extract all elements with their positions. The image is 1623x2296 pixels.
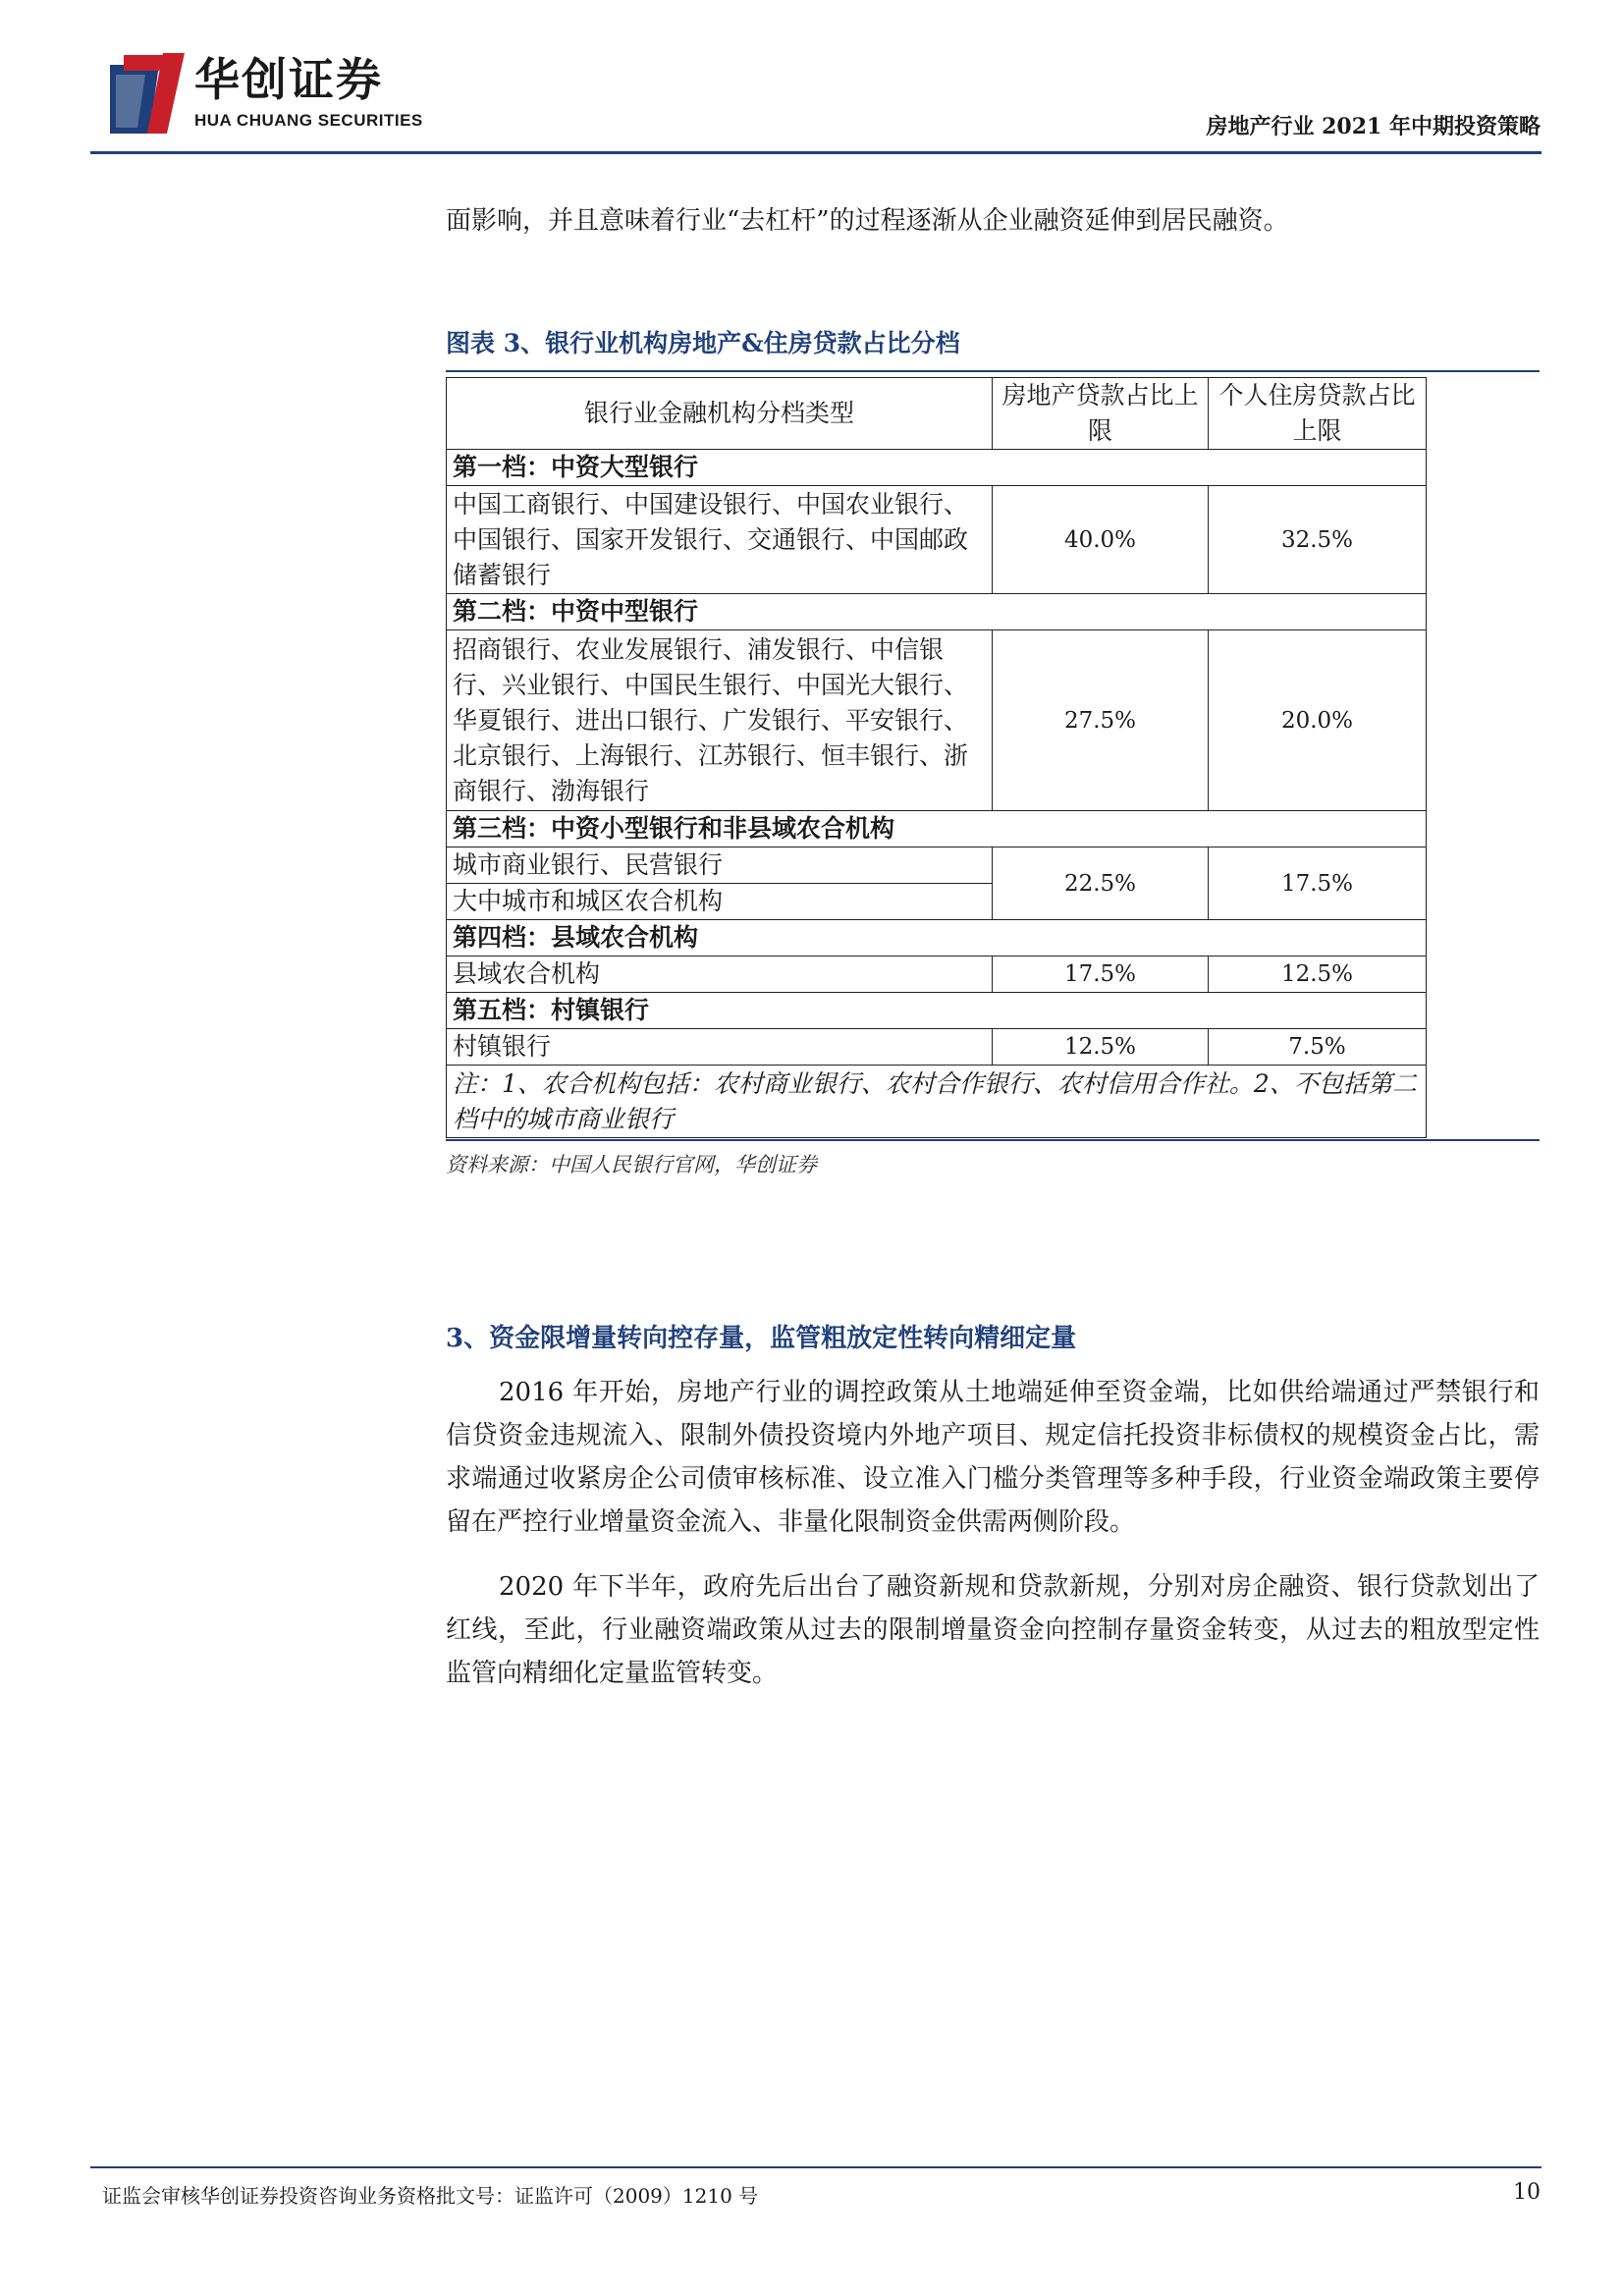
figure-title: 图表 3、银行业机构房地产&住房贷款占比分档 [446,329,960,357]
table-row [447,486,1427,594]
intro-paragraph: 面影响，并且意味着行业“去杠杆”的过程逐渐从企业融资延伸到居民融资。 [446,206,1289,236]
mortgage-cap-value: 7.5% [1209,1029,1427,1066]
section-heading: 3、资金限增量转向控存量，监管粗放定性转向精细定量 [446,1324,1077,1353]
body-paragraph: 2016 年开始，房地产行业的调控政策从土地端延伸至资金端，比如供给端通过严禁银行和信贷资金违规流入、限制外债投资境内外地产项目、规定信托投资非标债权的规模资金占比，需求端通过收紧房企公司债审核标准、设立准入门槛分类管理等多种手段，行业资金端政策主要停留在严控行业增量资金流入、非量化限制资金供需两侧阶段。 [446,1378,1540,1537]
logo-chinese-name: 华创证券 [194,53,383,106]
bank-list: 城市商业银行、民营银行 [447,847,993,884]
table-note: 注：1、农合机构包括：农村商业银行、农村合作银行、农村信用合作社。2、不包括第二档中的城市商业银行 [447,1066,1427,1138]
company-logo-icon [102,51,187,136]
bank-list: 中国工商银行、中国建设银行、中国农业银行、中国银行、国家开发银行、交通银行、中国邮政储蓄银行 [447,486,993,594]
body-paragraph: 2020 年下半年，政府先后出台了融资新规和贷款新规，分别对房企融资、银行贷款划出了红线，至此，行业融资端政策从过去的限制增量资金向控制存量资金转变，从过去的粗放型定性监管向精细化定量监管转变。 [446,1572,1540,1688]
mortgage-cap-value: 32.5% [1209,486,1427,594]
tier-row [447,594,1427,630]
table-row [447,630,1427,811]
tier-label: 第二档：中资中型银行 [447,594,1427,630]
tier-row [447,993,1427,1029]
figure-bottom-rule [446,1139,1540,1141]
real-estate-cap-value: 27.5% [993,630,1209,811]
tier-label: 第三档：中资小型银行和非县域农合机构 [447,811,1427,847]
logo-english-name: HUA CHUANG SECURITIES [194,111,423,130]
table-header-row [447,378,1427,450]
bank-loan-cap-table [446,377,1427,1138]
tier-row [447,811,1427,847]
bank-list: 大中城市和城区农合机构 [447,884,993,920]
figure-source: 资料来源：中国人民银行官网，华创证券 [446,1153,817,1176]
page-number: 10 [1513,2180,1541,2205]
report-title: 房地产行业 2021 年中期投资策略 [1206,114,1541,139]
table-row [447,1029,1427,1066]
figure-top-rule [446,370,1540,372]
table-row [447,957,1427,993]
footer-divider [90,2166,1542,2168]
mortgage-cap-value: 17.5% [1209,847,1427,920]
real-estate-cap-value: 17.5% [993,957,1209,993]
tier-label: 第五档：村镇银行 [447,993,1427,1029]
real-estate-cap-value: 12.5% [993,1029,1209,1066]
tier-label: 第一档：中资大型银行 [447,450,1427,486]
mortgage-cap-value: 12.5% [1209,957,1427,993]
header-divider [90,151,1542,154]
header-mortgage-cap: 个人住房贷款占比上限 [1209,378,1427,450]
tier-row [447,450,1427,486]
table-note-row [447,1066,1427,1138]
bank-list: 县域农合机构 [447,957,993,993]
header-real-estate-cap: 房地产贷款占比上限 [993,378,1209,450]
real-estate-cap-value: 22.5% [993,847,1209,920]
header-institution-type: 银行业金融机构分档类型 [447,378,993,450]
bank-list: 招商银行、农业发展银行、浦发银行、中信银行、兴业银行、中国民生银行、中国光大银行、华夏银行、进出口银行、广发银行、平安银行、北京银行、上海银行、江苏银行、恒丰银行、浙商银行、渤海银行 [447,630,993,811]
mortgage-cap-value: 20.0% [1209,630,1427,811]
tier-label: 第四档：县域农合机构 [447,920,1427,957]
footer-license: 证监会审核华创证券投资咨询业务资格批文号：证监许可（2009）1210 号 [102,2184,759,2208]
tier-row [447,920,1427,957]
real-estate-cap-value: 40.0% [993,486,1209,594]
bank-list: 村镇银行 [447,1029,993,1066]
table-row [447,847,1427,884]
